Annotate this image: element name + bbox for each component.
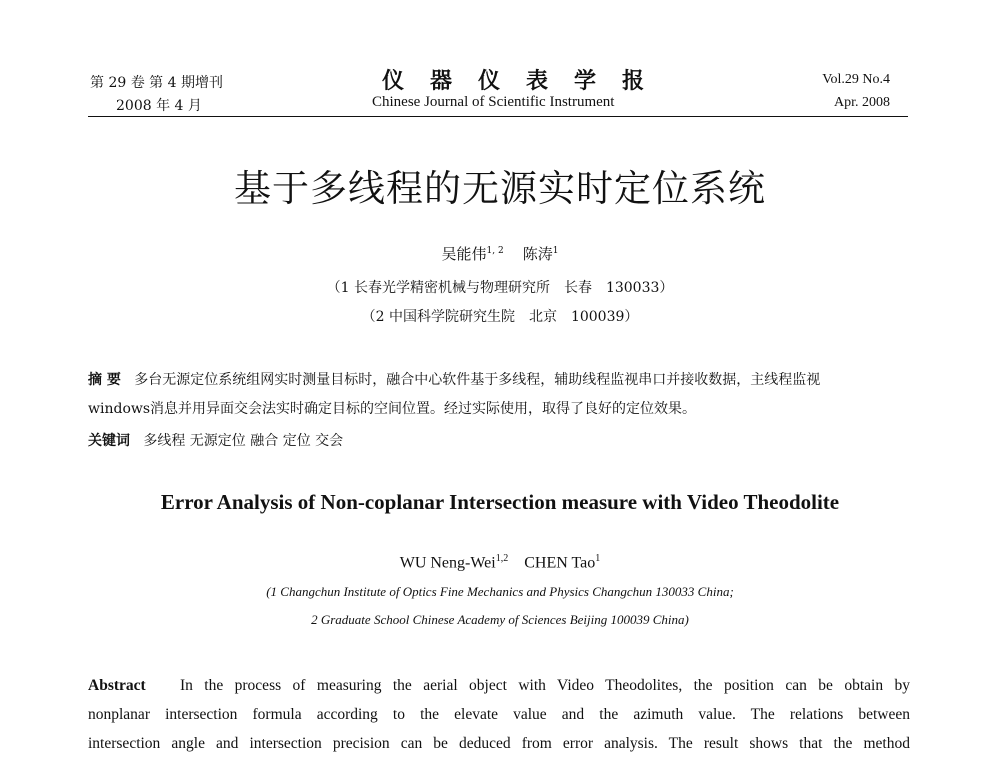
abstract-cn-line-1 bbox=[88, 369, 918, 389]
journal-title-en: Chinese Journal of Scientific Instrument bbox=[372, 94, 615, 110]
author-1-cn-sup: 1, 2 bbox=[486, 246, 504, 256]
abstract-en-line-1 bbox=[88, 677, 910, 695]
abstract-en-label: Abstract bbox=[88, 677, 146, 694]
affiliation-1-en: (1 Changchun Institute of Optics Fine Mechanics and Physics Changchun 130033 China; bbox=[266, 584, 734, 599]
paper-title-en: Error Analysis of Non-coplanar Intersection measure with Video Theodolite bbox=[160, 490, 840, 514]
authors-cn bbox=[0, 243, 1000, 264]
author-2-en-sup: 1 bbox=[595, 553, 601, 564]
authors-en bbox=[0, 553, 1000, 572]
author-1-en-sup: 1,2 bbox=[495, 553, 509, 564]
date-en: Apr. 2008 bbox=[834, 95, 890, 110]
affiliation-1-cn: （1 长春光学精密机械与物理研究所 长春 130033） bbox=[326, 280, 674, 296]
author-1-en: WU Neng-Wei bbox=[399, 554, 496, 572]
abstract-cn-text-1: 多台无源定位系统组网实时测量目标时，融合中心软件基于多线程，辅助线程监视串口并接收数据，主线程监视 bbox=[134, 372, 821, 388]
keywords-cn bbox=[88, 430, 343, 450]
header-rule bbox=[88, 116, 908, 117]
abstract-cn-line-2: windows消息并用异面交会法实时确定目标的空间位置。经过实际使用，取得了良好的定位效果。 bbox=[88, 401, 697, 417]
author-2-en: CHEN Tao bbox=[524, 554, 596, 572]
affiliation-2-cn: （2 中国科学院研究生院 北京 100039） bbox=[361, 309, 639, 325]
author-1-cn: 吴能伟 bbox=[441, 245, 487, 263]
abstract-en-line-3: intersection angle and intersection precision can be deduced from error analysis. The result shows that the method bbox=[88, 735, 910, 752]
keywords-cn-label: 关键词 bbox=[88, 433, 130, 449]
abstract-en-text-1: In the process of measuring the aerial object with Video Theodolites, the position can be obtain by bbox=[179, 677, 910, 694]
volume-issue-en: Vol.29 No.4 bbox=[822, 72, 890, 87]
volume-issue-cn: 第 29 卷 第 4 期增刊 bbox=[90, 75, 223, 91]
keywords-cn-text: 多线程 无源定位 融合 定位 交会 bbox=[143, 433, 344, 449]
author-2-cn-sup: 1 bbox=[552, 246, 559, 256]
author-2-cn: 陈涛 bbox=[522, 245, 553, 263]
affiliation-2-en: 2 Graduate School Chinese Academy of Sciences Beijing 100039 China) bbox=[311, 612, 689, 627]
journal-title-cn: 仪器仪表学报 bbox=[382, 68, 671, 94]
paper-title-cn: 基于多线程的无源实时定位系统 bbox=[234, 167, 766, 210]
abstract-cn-label: 摘 要 bbox=[88, 372, 121, 388]
date-cn: 2008 年 4 月 bbox=[116, 98, 202, 114]
abstract-en-line-2: nonplanar intersection formula according to the elevate value and the azimuth value. The relations between bbox=[88, 706, 910, 723]
